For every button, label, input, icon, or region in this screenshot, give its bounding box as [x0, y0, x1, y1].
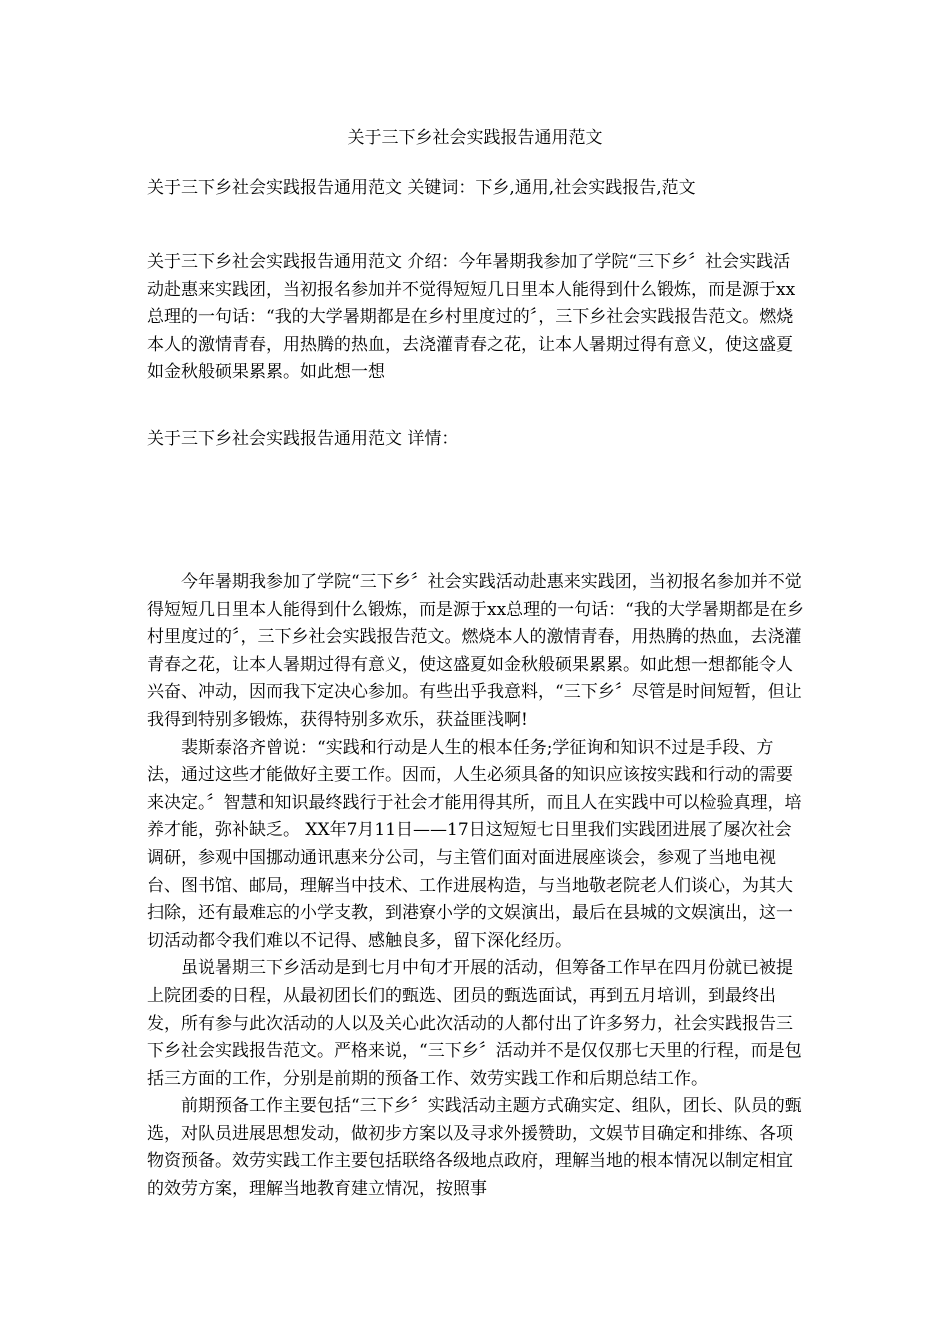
keywords-line: 关于三下乡社会实践报告通用范文 关键词：下乡,通用,社会实践报告,范文: [147, 178, 696, 198]
body-text: [147, 569, 807, 1204]
body-paragraph: 裴斯泰洛齐曾说：“实践和行动是人生的根本任务;学征询和知识不过是手段、方法，通过这些才能做好主要工作。因而，人生必须具备的知识应该按实践和行动的需要来决定。〞智慧和知识最终践行于社会才能用得其所，而且人在实践中可以检验真理，培养才能，弥补缺乏。 XX年7月11日——17日这短短七日里我们实践团进展了屡次社会调研，参观中国挪动通讯惠来分公司，与主管们面对面进展座谈会，参观了当地电视台、图书馆、邮局，理解当中技术、工作进展构造，与当地敬老院老人们谈心，为其大扫除，还有最难忘的小学支教，到港寮小学的文娱演出，最后在县城的文娱演出，这一切活动都令我们难以不记得、感触良多，留下深化经历。: [147, 737, 802, 951]
body-paragraph: 前期预备工作主要包括“三下乡〞实践活动主题方式确实定、组队，团长、队员的甄选，对队员进展思想发动，做初步方案以及寻求外援赞助，文娱节目确定和排练、各项物资预备。效劳实践工作主要包括联络各级地点政府，理解当地的根本情况以制定相宜的效劳方案，理解当地教育建立情况，按照事: [147, 1096, 802, 1200]
detail-label: 关于三下乡社会实践报告通用范文 详情：: [147, 429, 459, 449]
intro-paragraph: 关于三下乡社会实践报告通用范文 介绍：今年暑期我参加了学院“三下乡〞社会实践活动赴惠来实践团，当初报名参加并不觉得短短几日里本人能得到什么锻炼，而是源于xx总理的一句话：“我的大学暑期都是在乡村里度过的〞，三下乡社会实践报告范文。燃烧本人的激情青春，用热腾的热血，去浇灌青春之花，让本人暑期过得有意义，使这盛夏如金秋般硕果累累。如此想一想: [147, 252, 796, 382]
body-paragraph: 今年暑期我参加了学院“三下乡〞社会实践活动赴惠来实践团，当初报名参加并不觉得短短几日里本人能得到什么锻炼，而是源于xx总理的一句话：“我的大学暑期都是在乡村里度过的〞，三下乡社会实践报告范文。燃烧本人的激情青春，用热腾的热血，去浇灌青春之花，让本人暑期过得有意义，使这盛夏如金秋般硕果累累。如此想一想都能令人兴奋、冲动，因而我下定决心参加。有些出乎我意料，“三下乡〞尽管是时间短暂，但让我得到特别多锻炼，获得特别多欢乐，获益匪浅啊!: [147, 572, 804, 730]
document-title: 关于三下乡社会实践报告通用范文: [347, 128, 603, 148]
body-paragraph: 虽说暑期三下乡活动是到七月中旬才开展的活动，但筹备工作早在四月份就已被提上院团委的日程，从最初团长们的甄选、团员的甄选面试，再到五月培训，到最终出发，所有参与此次活动的人以及关心此次活动的人都付出了许多努力，社会实践报告三下乡社会实践报告范文。严格来说，“三下乡〞活动并不是仅仅那七天里的行程，而是包括三方面的工作，分别是前期的预备工作、效劳实践工作和后期总结工作。: [147, 958, 802, 1089]
